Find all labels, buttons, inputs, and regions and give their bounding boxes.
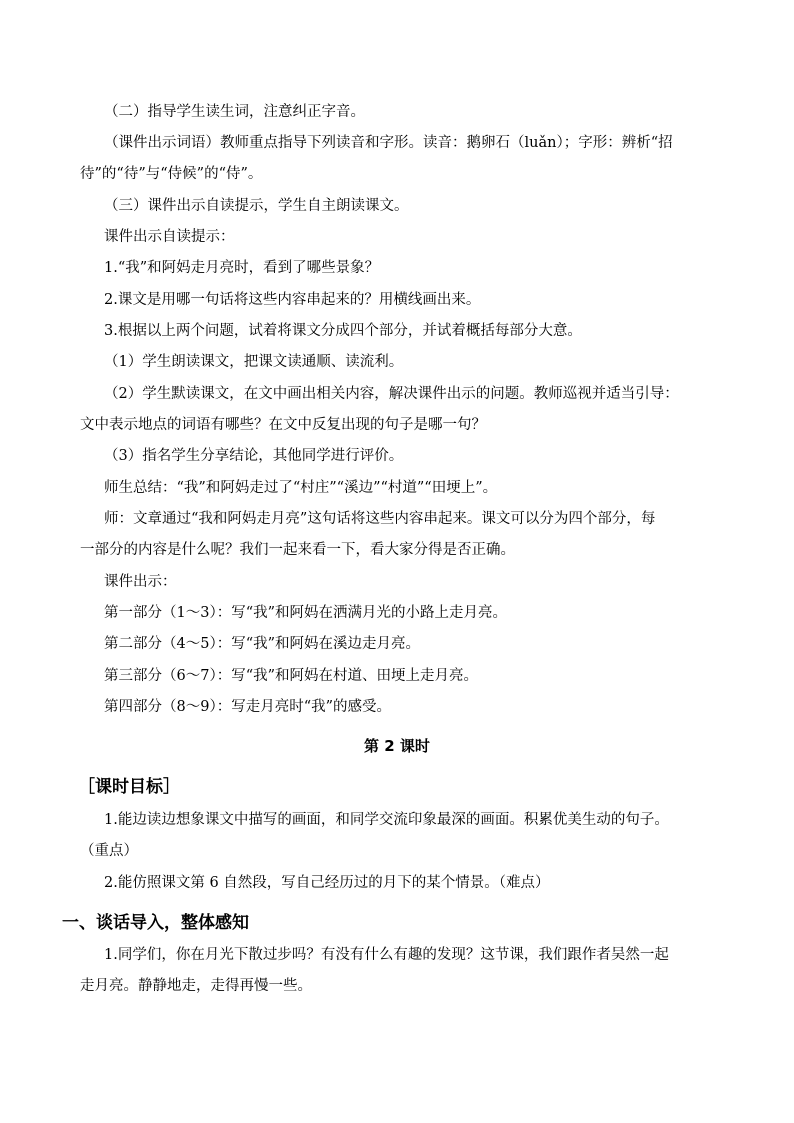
list-item-part-4: 第四部分（8～9）：写走月亮时“我”的感受。 bbox=[104, 699, 392, 715]
list-item-goal-1-cont: （重点） bbox=[80, 843, 138, 859]
paragraph-guide-reading: （二）指导学生读生词，注意纠正字音。 bbox=[104, 104, 365, 120]
paragraph-intro-question-cont: 走月亮。静静地走，走得再慢一些。 bbox=[80, 978, 312, 994]
paragraph-teacher: 师：文章通过“我和阿妈走月亮”这句话将这些内容串起来。课文可以分为四个部分，每 bbox=[104, 511, 656, 527]
list-item-part-3: 第三部分（6～7）：写“我”和阿妈在村道、田埂上走月亮。 bbox=[104, 668, 479, 684]
paragraph-prompt-intro: 课件出示自读提示： bbox=[104, 229, 235, 245]
paragraph-self-reading: （三）课件出示自读提示，学生自主朗读课文。 bbox=[104, 198, 409, 214]
list-item-question-2: 2.课文是用哪一句话将这些内容串起来的？用横线画出来。 bbox=[104, 292, 481, 308]
list-item-step-2-cont: 文中表示地点的词语有哪些？在文中反复出现的句子是哪一句？ bbox=[80, 417, 486, 433]
list-item-goal-2: 2.能仿照课文第 6 自然段，写自己经历过的月下的某个情景。（难点） bbox=[104, 875, 550, 891]
list-item-question-1: 1.“我”和阿妈走月亮时，看到了哪些景象？ bbox=[104, 260, 380, 276]
list-item-part-1: 第一部分（1～3）：写“我”和阿妈在洒满月光的小路上走月亮。 bbox=[104, 605, 508, 621]
list-item-step-1: （1）学生朗读课文，把课文读通顺、读流利。 bbox=[104, 354, 404, 370]
paragraph-summary: 师生总结：“我”和阿妈走过了“村庄”“溪边”“村道”“田埂上”。 bbox=[104, 480, 498, 496]
paragraph-pronunciation-cont: 待”的“待”与“侍候”的“侍”。 bbox=[80, 166, 263, 182]
goal-heading: ［课时目标］ bbox=[78, 777, 180, 797]
section-title: 一、谈话导入，整体感知 bbox=[62, 913, 249, 933]
list-item-question-3: 3.根据以上两个问题，试着将课文分成四个部分，并试着概括每部分大意。 bbox=[104, 323, 582, 339]
list-item-step-2: （2）学生默读课文，在文中画出相关内容，解决课件出示的问题。教师巡视并适当引导： bbox=[104, 386, 679, 402]
list-item-goal-1: 1.能边读边想象课文中描写的画面，和同学交流印象最深的画面。积累优美生动的句子。 bbox=[104, 812, 669, 828]
paragraph-intro-question: 1.同学们，你在月光下散过步吗？有没有什么有趣的发现？这节课，我们跟作者吴然一起 bbox=[104, 947, 669, 963]
paragraph-courseware: 课件出示： bbox=[104, 574, 177, 590]
lesson-title: 第 2 课时 bbox=[364, 737, 430, 755]
list-item-step-3: （3）指名学生分享结论，其他同学进行评价。 bbox=[104, 448, 404, 464]
paragraph-teacher-cont: 一部分的内容是什么呢？我们一起来看一下，看大家分得是否正确。 bbox=[80, 542, 515, 558]
list-item-part-2: 第二部分（4～5）：写“我”和阿妈在溪边走月亮。 bbox=[104, 636, 421, 652]
paragraph-pronunciation: （课件出示词语）教师重点指导下列读音和字形。读音：鹅卵石（luǎn）；字形：辨析“招 bbox=[104, 135, 673, 151]
